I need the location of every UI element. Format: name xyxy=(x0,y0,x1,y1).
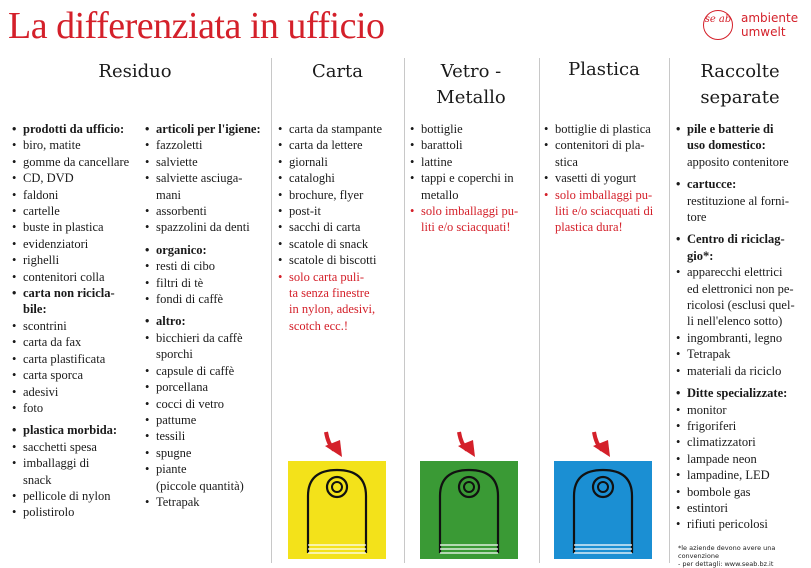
list-item: uso domestico: xyxy=(687,138,766,153)
list-item: gio*: xyxy=(687,248,714,263)
list-item: • ingombranti, legno xyxy=(676,330,804,346)
header-plastica: Plastica xyxy=(568,59,640,80)
list-item: mani xyxy=(156,187,181,202)
list-item: • solo imballaggi pu- xyxy=(544,187,668,203)
list-item: liti e/o sciacquati! xyxy=(421,220,511,235)
list-item: in nylon, adesivi, xyxy=(289,302,376,317)
list-item: • apparecchi elettrici xyxy=(676,264,804,280)
list-item: • carta sporca xyxy=(12,367,142,383)
list-item: bile: xyxy=(23,302,47,317)
list-section-heading: • Ditte specializzate: xyxy=(676,385,804,401)
column-divider xyxy=(669,58,670,563)
list-section-heading: • plastica morbida: xyxy=(12,422,142,438)
plastica-list xyxy=(544,121,668,236)
list-item: • rifiuti pericolosi xyxy=(676,516,804,532)
list-item: • materiali da riciclo xyxy=(676,363,804,379)
list-item: • polistirolo xyxy=(12,504,142,520)
list-item: • sacchetti spesa xyxy=(12,439,142,455)
list-item: • solo carta puli- xyxy=(278,269,403,285)
list-item: • tappi e coperchi in xyxy=(410,170,538,186)
plastica-bin-icon xyxy=(554,461,652,559)
list-section-heading: • carta non ricicla- xyxy=(12,285,142,301)
header-carta: Carta xyxy=(311,61,364,82)
list-item: • cartelle xyxy=(12,203,142,219)
list-item: • scontrini xyxy=(12,318,142,334)
list-item: • salviette xyxy=(145,154,271,170)
list-section-heading: • prodotti da ufficio: xyxy=(12,121,142,137)
seab-logo xyxy=(703,10,807,46)
list-item: • fazzoletti xyxy=(145,137,271,153)
list-item: • carta da stampante xyxy=(278,121,403,137)
list-item: • pattume xyxy=(145,412,271,428)
list-item: • bombole gas xyxy=(676,484,804,500)
list-item: stica xyxy=(555,154,578,169)
list-item: • piante xyxy=(145,461,271,477)
list-item: • pellicole di nylon xyxy=(12,488,142,504)
seab-logo-text xyxy=(741,11,798,39)
list-item: • imballaggi di xyxy=(12,455,142,471)
list-item: • fondi di caffè xyxy=(145,291,271,307)
list-item: • tessili xyxy=(145,428,271,444)
list-item: • spugne xyxy=(145,445,271,461)
vetro-metallo-list xyxy=(410,121,538,236)
header-residuo: Residuo xyxy=(98,61,172,82)
list-item: (piccole quantità) xyxy=(156,478,244,493)
list-item: • frigoriferi xyxy=(676,418,804,434)
list-item: scotch ecc.! xyxy=(289,318,348,333)
list-item: • lampade neon xyxy=(676,451,804,467)
list-item: • estintori xyxy=(676,500,804,516)
list-item: • giornali xyxy=(278,154,403,170)
vetro-metallo-bin-icon xyxy=(420,461,518,559)
list-item: • Tetrapak xyxy=(145,494,271,510)
logo-line-1: ambiente xyxy=(741,11,799,25)
header-raccolte-separate xyxy=(675,59,805,111)
list-item: li nell'elenco sotto) xyxy=(687,314,783,329)
list-section-heading: • articoli per l'igiene: xyxy=(145,121,271,137)
header-raccolte-line-2: separate xyxy=(700,87,780,108)
column-divider xyxy=(404,58,405,563)
list-item: • salviette asciuga- xyxy=(145,170,271,186)
list-item: • solo imballaggi pu- xyxy=(410,203,538,219)
list-item: • lattine xyxy=(410,154,538,170)
list-item: • cocci di vetro xyxy=(145,396,271,412)
list-item: • spazzolini da denti xyxy=(145,219,271,235)
list-item: • brochure, flyer xyxy=(278,187,403,203)
footnote xyxy=(678,544,811,568)
list-item: • climatizzatori xyxy=(676,434,804,450)
list-section-heading: • altro: xyxy=(145,313,271,329)
list-item: • porcellana xyxy=(145,379,271,395)
list-item: • carta da fax xyxy=(12,334,142,350)
list-item: • scatole di biscotti xyxy=(278,252,403,268)
list-item: • CD, DVD xyxy=(12,170,142,186)
list-item: ricolosi (esclusi quel- xyxy=(687,298,795,313)
list-item: • contenitori di pla- xyxy=(544,137,668,153)
list-item: • foto xyxy=(12,400,142,416)
list-section-heading: • Centro di riciclag- xyxy=(676,231,804,247)
list-item: • adesivi xyxy=(12,384,142,400)
list-item: • buste in plastica xyxy=(12,219,142,235)
list-item: • barattoli xyxy=(410,137,538,153)
residuo-list-left xyxy=(12,121,142,521)
list-item: restituzione al forni- xyxy=(687,193,790,208)
list-item: • righelli xyxy=(12,252,142,268)
list-item: plastica dura! xyxy=(555,220,623,235)
list-item: • Tetrapak xyxy=(676,346,804,362)
list-section-heading: • pile e batterie di xyxy=(676,121,804,137)
list-item: snack xyxy=(23,472,52,487)
list-item: • biro, matite xyxy=(12,137,142,153)
header-vetro-metallo: Vetro - Metallo xyxy=(436,61,506,108)
carta-bin-icon xyxy=(288,461,386,559)
arrow-down-icon xyxy=(322,430,348,460)
raccolte-separate-list xyxy=(676,121,804,533)
carta-list xyxy=(278,121,403,334)
list-item: • bottiglie di plastica xyxy=(544,121,668,137)
list-item: sporchi xyxy=(156,347,193,362)
logo-line-2: umwelt xyxy=(741,25,786,39)
list-item: • contenitori colla xyxy=(12,269,142,285)
list-item: ed elettronici non pe- xyxy=(687,281,794,296)
list-item: apposito contenitore xyxy=(687,154,789,169)
list-item: • bicchieri da caffè xyxy=(145,330,271,346)
residuo-list-right xyxy=(145,121,271,510)
list-item: • vasetti di yogurt xyxy=(544,170,668,186)
header-raccolte-line-1: Raccolte xyxy=(700,61,780,82)
list-item: • sacchi di carta xyxy=(278,219,403,235)
column-divider xyxy=(539,58,540,563)
list-item: • cataloghi xyxy=(278,170,403,186)
list-item: • scatole di snack xyxy=(278,236,403,252)
list-item: • carta da lettere xyxy=(278,137,403,153)
list-item: liti e/o sciacquati di xyxy=(555,204,654,219)
list-item: tore xyxy=(687,210,707,225)
page-title: La differenziata in ufficio xyxy=(8,5,385,47)
list-item: • evidenziatori xyxy=(12,236,142,252)
list-item: ta senza finestre xyxy=(289,286,370,301)
list-item: • capsule di caffè xyxy=(145,363,271,379)
list-item: • bottiglie xyxy=(410,121,538,137)
column-divider xyxy=(271,58,272,563)
list-item: • post-it xyxy=(278,203,403,219)
list-item: • lampadine, LED xyxy=(676,467,804,483)
list-section-heading: • organico: xyxy=(145,242,271,258)
list-item: • carta plastificata xyxy=(12,351,142,367)
seab-logo-badge: se ab xyxy=(703,10,733,40)
footnote-line-1: *le aziende devono avere una convenzione xyxy=(678,544,776,560)
list-item: • monitor xyxy=(676,402,804,418)
list-item: • assorbenti xyxy=(145,203,271,219)
list-item: metallo xyxy=(421,187,459,202)
list-item: • faldoni xyxy=(12,187,142,203)
arrow-down-icon xyxy=(455,430,481,460)
list-item: • filtri di tè xyxy=(145,275,271,291)
arrow-down-icon xyxy=(590,430,616,460)
list-item: • gomme da cancellare xyxy=(12,154,142,170)
list-item: • resti di cibo xyxy=(145,258,271,274)
footnote-line-2: - per dettagli: www.seab.bz.it xyxy=(678,560,774,568)
list-section-heading: • cartucce: xyxy=(676,176,804,192)
